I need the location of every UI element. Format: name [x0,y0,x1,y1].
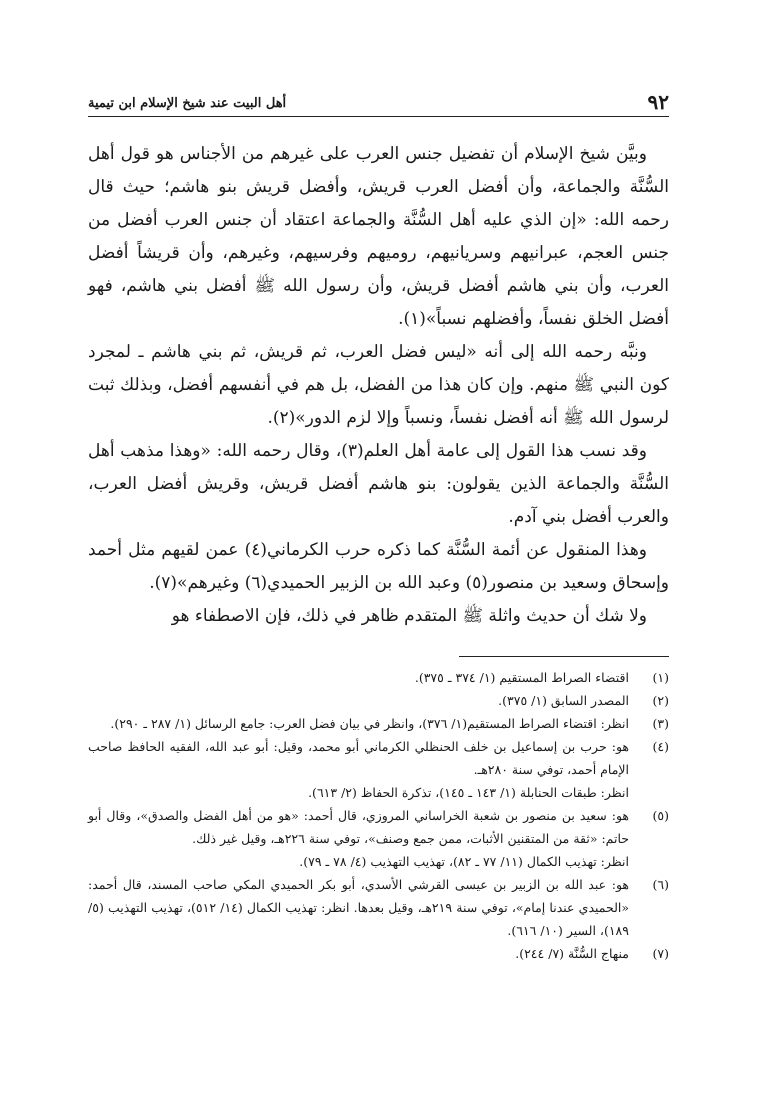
footnote-number: (٣) [652,716,669,731]
footnote-text: المصدر السابق (١/ ٣٧٥). [498,693,629,708]
footnote [88,942,669,965]
running-title: أهل البيت عند شيخ الإسلام ابن تيمية [88,96,287,111]
page-number: ٩٢ [647,90,669,114]
footnote-text: اقتضاء الصراط المستقيم (١/ ٣٧٤ ـ ٣٧٥). [414,670,629,685]
footnote-number: (٤) [652,739,669,754]
footnote [88,666,669,689]
footnote-text: انظر: تهذيب الكمال (١١/ ٧٧ ـ ٨٢)، تهذيب التهذيب (٤/ ٧٨ ـ ٧٩). [299,854,629,869]
footnote [88,735,669,804]
footnote-number: (٢) [652,693,669,708]
page-header [88,86,669,117]
paragraph: وبيَّن شيخ الإسلام أن تفضيل جنس العرب على غيرهم من الأجناس هو قول أهل السُّنَّة والجماعة، وأن أفضل العرب قريش، وأفضل قريش بنو هاشم؛ حيث قال رحمه الله: «إن الذي عليه أهل السُّنَّة والجماعة اعتقاد أن جنس العرب أفضل من جنس العجم، عبرانيهم وسريانيهم، روميهم وفرسيهم، وغيرهم، وأن قريشاً أفضل العرب، وأن بني هاشم أفضل قريش، وأن رسول الله ﷺ أفضل بني هاشم، فهو أفضل الخلق نفساً، وأفضلهم نسباً»(١). [88,144,669,329]
footnotes [88,666,669,965]
footnote [88,712,669,735]
footnote-text: هو: سعيد بن منصور بن شعبة الخراساني المروزي، قال أحمد: «هو من أهل الفضل والصدق»، وقال أبو حاتم: «ثقة من المتقنين الأثبات، ممن جمع وصنف»، توفي سنة ٢٢٦هـ، وقيل غير ذلك. [88,808,629,846]
footnote-text: منهاج السُّنَّة (٧/ ٢٤٤). [515,946,629,961]
footnote-text: انظر: اقتضاء الصراط المستقيم(١/ ٣٧٦)، وانظر في بيان فضل العرب: جامع الرسائل (١/ ٢٨٧ ـ ٢٩٠). [110,716,629,731]
paragraph: وقد نسب هذا القول إلى عامة أهل العلم(٣)، وقال رحمه الله: «وهذا مذهب أهل السُّنَّة والجماعة الذين يقولون: بنو هاشم أفضل قريش، وقريش أفضل العرب، والعرب أفضل بني آدم. [88,441,669,527]
footnote-number: (٧) [652,946,669,961]
footnote [88,689,669,712]
main-text [88,138,669,633]
footnote-number: (٦) [652,877,669,892]
footnote-number: (٥) [652,808,669,823]
footnote-number: (١) [652,670,669,685]
paragraph: ونبَّه رحمه الله إلى أنه «ليس فضل العرب، ثم قريش، ثم بني هاشم ـ لمجرد كون النبي ﷺ منهم. وإن كان هذا من الفضل، بل هم في أنفسهم أفضل، وبذلك ثبت لرسول الله ﷺ أنه أفضل نفساً، ونسباً وإلا لزم الدور»(٢). [88,342,669,428]
footnote-text: هو: حرب بن إسماعيل بن خلف الحنظلي الكرماني أبو محمد، وقيل: أبو عبد الله، الفقيه الحافظ صاحب الإمام أحمد، توفي سنة ٢٨٠هـ. [88,739,629,777]
footnote-text: انظر: طبقات الحنابلة (١/ ١٤٣ ـ ١٤٥)، تذكرة الحفاظ (٢/ ٦١٣). [308,785,629,800]
footnote-text: هو: عبد الله بن الزبير بن عيسى القرشي الأسدي، أبو بكر الحميدي المكي صاحب المسند، قال أحمد: «الحميدي عندنا إمام»، توفي سنة ٢١٩هـ، وقيل بعدها. انظر: تهذيب الكمال (١٤/ ٥١٢)، تهذيب التهذيب (٥/ ١٨٩)، السير (١٠/ ٦١٦). [88,877,630,938]
paragraph: ولا شك أن حديث واثلة ﷺ المتقدم ظاهر في ذلك، فإن الاصطفاء هو [171,606,647,626]
paragraph: وهذا المنقول عن أئمة السُّنَّة كما ذكره حرب الكرماني(٤) عمن لقيهم مثل أحمد وإسحاق وسعيد بن منصور(٥) وعبد الله بن الزبير الحميدي(٦) وغيرهم»(٧). [88,540,669,593]
footnote [88,804,669,873]
footnote-divider [459,656,669,657]
footnote [88,873,669,942]
